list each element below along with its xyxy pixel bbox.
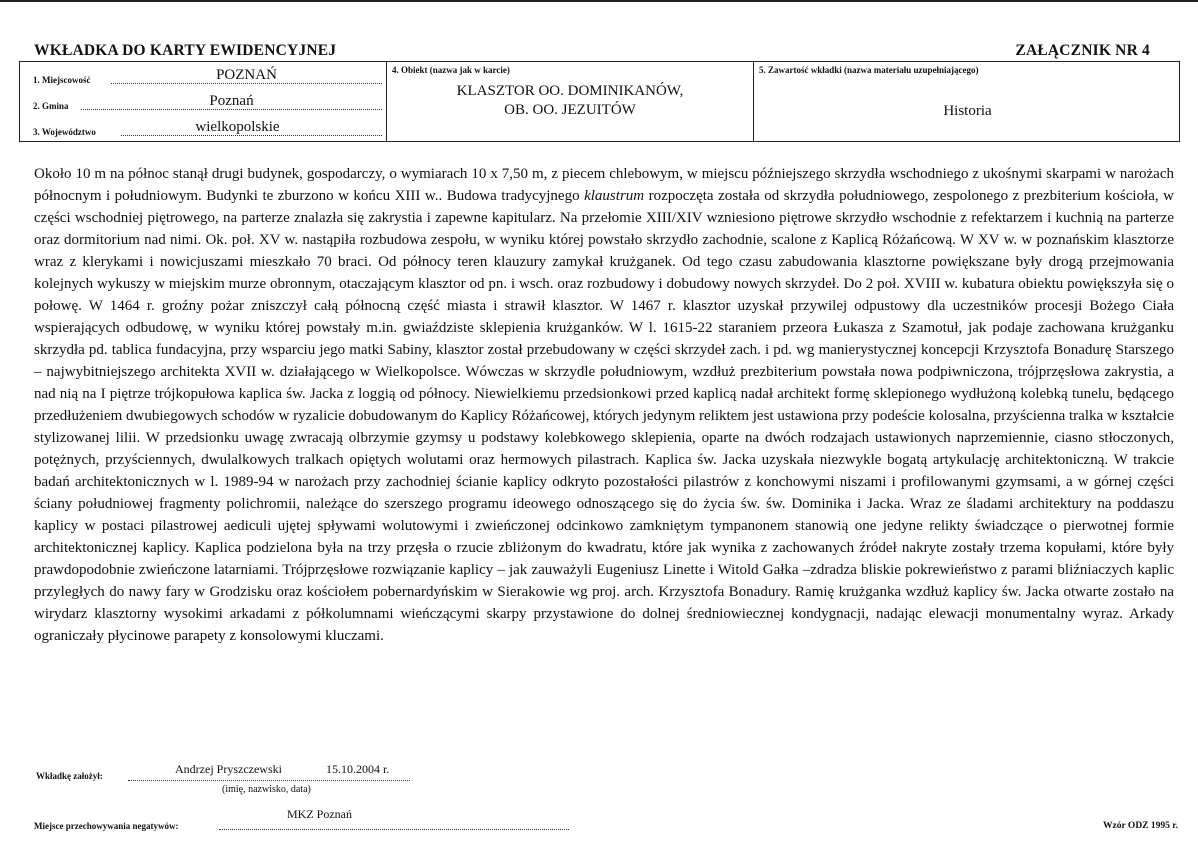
miejscowosc-value: POZNAŃ [216, 67, 277, 83]
body-text-italic-term: klaustrum [584, 188, 645, 204]
object-name-line-2: OB. OO. JEZUITÓW [504, 102, 636, 118]
object-name-line-1: KLASZTOR OO. DOMINIKANÓW, [456, 83, 684, 99]
storage-value: MKZ Poznań [287, 807, 352, 821]
contents-value: Historia [943, 103, 992, 119]
object-label: 4. Obiekt (nazwa jak w karcie) [392, 65, 510, 75]
storage-dotted-line [219, 829, 569, 830]
gmina-value: Poznań [209, 93, 254, 109]
object-column [387, 62, 754, 141]
wojewodztwo-value: wielkopolskie [195, 119, 280, 135]
contents-column [754, 62, 1181, 141]
contents-label: 5. Zawartość wkładki (nazwa materiału uzupełniającego) [759, 65, 979, 75]
author-dotted-line [128, 780, 410, 781]
miejscowosc-field [33, 66, 382, 86]
object-name [387, 82, 753, 120]
history-body-text [34, 163, 1174, 647]
author-note: (imię, nazwisko, data) [222, 784, 311, 795]
form-title: WKŁADKA DO KARTY EWIDENCYJNEJ [34, 42, 337, 59]
location-column [20, 62, 387, 141]
wojewodztwo-label: 3. Województwo [33, 127, 96, 137]
miejscowosc-label: 1. Miejscowość [33, 75, 91, 85]
gmina-field [33, 92, 382, 112]
body-text-part-1: Około 10 m na północ stanął drugi budynek, gospodarczy, o wymiarach 10 x 7,50 m, z piecem chlebowym, w miejscu późniejszego skrzydła wschodniego z ukośnymi skarpami w narożach północnym i południowym. Budynki te zburzono w końcu XIII w.. Budowa tradycyjnego [34, 166, 1174, 204]
author-label: Wkładkę założył: [36, 771, 103, 781]
storage-label: Miejsce przechowywania negatywów: [34, 821, 179, 831]
author-name: Andrzej Pryszczewski [175, 762, 282, 776]
attachment-number: ZAŁĄCZNIK NR 4 [1015, 42, 1150, 59]
body-text-part-2: rozpoczęta została od skrzydła południowego, zespolonego z prezbiterium kościoła, w części wschodniej piętrowego, na parterze znalazła się zakrystia i zapewne kapitularz. Na przełomie XIII/XIV wzniesiono piętrowe skrzydło wschodnie z refektarzem i kuchnią na parterze oraz dormitorium nad nimi. Ok. poł. XV w. nastąpiła rozbudowa zespołu, w wyniku której powstało skrzydło zachodnie, scalone z Kaplicą Różańcową. W XV w. w poznańskim klasztorze wraz z klerykami i nowicjuszami mieszkało 70 braci. Od północy teren klauzury zamykał krużganek. Od tego czasu zabudowania klasztorne powiększane były drogą przejmowania kolejnych wykuszy w miejskim murze obronnym, otaczającym klasztor od pn. i wsch. oraz rozbudowy i dobudowy nowych skrzydeł. Do 2 poł. XVIII w. kubatura obiektu powiększyła się o połowę. W 1464 r. groźny pożar zniszczył całą północną część miasta i strawił klasztor. W 1467 r. klasztor uzyskał przywilej odpustowy dla uczestników procesji Bożego Ciała wspierających odbudowę, w wyniku której powstały m.in. gwiaździste sklepienia krużganków. W l. 1615-22 staraniem przeora Łukasza z Szamotuł, jak podaje zachowana krużganku skrzydła pd. tablica fundacyjna, przy wsparciu jego matki Sabiny, klasztor został przebudowany w części skrzydeł zach. i pd. wg manierystycznej koncepcji Krzysztofa Bonadurę Starszego – najwybitniejszego architekta XVII w. działającego w Wielkopolsce. Wówczas w skrzydle południowym, wzdłuż prezbiterium powstała nowa podpiwniczona, trójprzęsłowa zakrystia, a nad nią na I piętrze trójkopułowa kaplica św. Jacka z loggią od północy. Niewielkiemu przedsionkowi przed kaplicą nadał architekt formę sklepionego wydłużoną kolebką tunelu, będącego przedłużeniem dwubiegowych schodów w ryzalicie dobudowanym do Kaplicy Różańcowej, których jedynym reliktem jest ustawiona przy podeście kolosalna, przyścienna tralka w kształcie stylizowanej lilii. W przedsionku uwagę zwracają olbrzymie gzymsy u podstawy kolebkowego sklepienia, oparte na dwóch rodzajach ustawionych naprzemiennie, ciasno stłoczonych, potężnych, przyściennych, dwulalkowych tralkach opiętych wolutami oraz hermowych pilastrach. Kaplica św. Jacka uzyskała niezwykle bogatą artykulację architektoniczną. W trakcie badań architektonicznych w l. 1989-94 w narożach przy zachodniej ścianie kaplicy odkryto pozostałości pilastrów z konchowymi niszami i profilowanymi gzymsami, a w górnej części ściany południowej fragmenty polichromii, należące do szerszego programu ideowego odnoszącego się do życia św. św. Dominika i Jacka. Wraz ze śladami architektury na poddaszu kaplicy w postaci pilastrowej aediculi ujętej spływami wolutowymi i zwieńczonej odcinkowo zamkniętym tympanonem stanowią one jedyne relikty świadczące o pierwotnej formie architektonicznej kaplicy. Kaplica podzielona była na trzy przęsła o rzucie zbliżonym do kwadratu, które jak wynika z zachowanych źródeł nakryte zostały trzema kopułami, które były prawdopodobnie zwieńczone latarniami. Trójprzęsłowe rozwiązanie kaplicy – jak zauważyli Eugeniusz Linette i Witold Gałka –zdradza bliskie pokrewieństwo z parami bliźniaczych kaplic przyległych do nawy fary w Grodzisku oraz kościołem pobernardyńskim w Sierakowie wg proj. arch. Krzysztofa Bonadury. Ramię krużganka wzdłuż kaplicy św. Jacka otwarte zostało na wirydarz klasztorny wysokimi arkadami z półkolumnami wieńczącymi skarpy przystawione do dolnej średniowiecznej kondygnacji, nadając elewacji monumentalny wyraz. Arkady ograniczały płycinowe parapety z konsolowymi kluczami. [34, 188, 1175, 644]
header-fields-box [19, 61, 1180, 142]
top-border-line [0, 0, 1198, 2]
gmina-label: 2. Gmina [33, 101, 69, 111]
form-code: Wzór ODZ 1995 r. [1103, 821, 1178, 831]
wojewodztwo-field [33, 118, 382, 138]
author-date: 15.10.2004 r. [326, 762, 390, 776]
